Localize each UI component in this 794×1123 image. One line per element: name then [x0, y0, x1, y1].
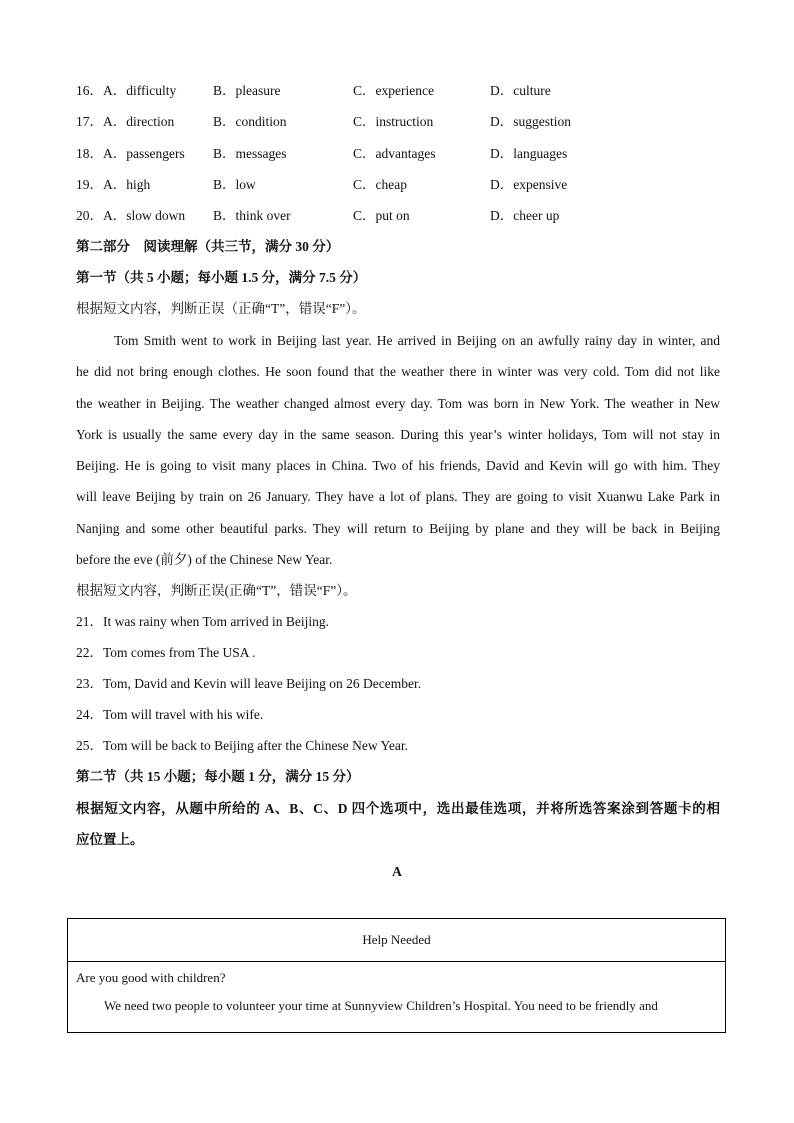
tf-item-21: 21．It was rainy when Tom arrived in Beijing.: [76, 614, 330, 629]
option-b: B．think over: [213, 208, 291, 223]
option-d: D．culture: [490, 83, 551, 98]
option-d: D．cheer up: [490, 208, 560, 223]
table-line: Are you good with children?: [76, 970, 226, 985]
passage-line: the weather in Beijing. The weather changed almost every day. Tom was born in New York. The weather in New: [76, 395, 720, 411]
instruction-true-false-2: 根据短文内容，判断正误(正确“T”，错误“F”）。: [76, 583, 357, 598]
option-c: C．cheap: [353, 177, 407, 192]
section2-title: 第二节（共 15 小题；每小题 1 分，满分 15 分）: [76, 769, 360, 784]
passage-line: Nanjing and some other beautiful parks. They will return to Beijing by plane and they will be back in Beijing: [76, 520, 720, 536]
section1-title: 第一节（共 5 小题；每小题 1.5 分，满分 7.5 分）: [76, 270, 367, 285]
option-a: 16．A．difficulty: [76, 83, 177, 98]
passage-line: Beijing. He is going to visit many places in China. Two of his friends, David and Kevin will go with him. They: [76, 458, 720, 474]
passage-line: Tom Smith went to work in Beijing last year. He arrived in Beijing on an awfully rainy day in winter, and: [114, 333, 720, 348]
instruction-multiple-choice-cont: 应位置上。: [76, 832, 144, 847]
tf-item-23: 23．Tom, David and Kevin will leave Beijing on 26 December.: [76, 676, 422, 691]
instruction-multiple-choice: 根据短文内容，从题中所给的 A、B、C、D 四个选项中，选出最佳选项，并将所选答案涂到答题卡的相: [76, 801, 720, 816]
option-d: D．expensive: [490, 177, 568, 192]
option-a: 17．A．direction: [76, 114, 175, 129]
option-c: C．instruction: [353, 114, 434, 129]
tf-item-22: 22．Tom comes from The USA .: [76, 645, 256, 660]
tf-item-25: 25．Tom will be back to Beijing after the Chinese New Year.: [76, 738, 408, 753]
table-body: [68, 962, 725, 1024]
option-a: 19．A．high: [76, 177, 151, 192]
passage-line: will leave Beijing by train on 26 January. They have a lot of plans. They are going to visit Xuanwu Lake Park in: [76, 489, 720, 505]
option-d: D．languages: [490, 146, 568, 161]
option-c: C．put on: [353, 208, 410, 223]
help-needed-table: [67, 918, 726, 1033]
option-c: C．experience: [353, 83, 434, 98]
instruction-true-false: 根据短文内容，判断正误（正确“T”，错误“F”）。: [76, 301, 366, 316]
option-c: C．advantages: [353, 146, 436, 161]
option-b: B．messages: [213, 146, 287, 161]
option-b: B．condition: [213, 114, 287, 129]
reading-passage: [76, 331, 720, 581]
option-d: D．suggestion: [490, 114, 571, 129]
passage-label: A: [392, 864, 402, 879]
table-line: We need two people to volunteer your time at Sunnyview Children’s Hospital. You need to be friendly and: [104, 998, 658, 1013]
option-a: 20．A．slow down: [76, 208, 186, 223]
option-b: B．pleasure: [213, 83, 281, 98]
passage-line: before the eve (前夕) of the Chinese New Year.: [76, 552, 333, 568]
part2-title: 第二部分 阅读理解（共三节，满分 30 分）: [76, 239, 340, 254]
passage-line: he did not bring enough clothes. He soon found that the weather there in winter was very cold. Tom did not like: [76, 364, 720, 380]
option-a: 18．A．passengers: [76, 146, 185, 161]
tf-item-24: 24．Tom will travel with his wife.: [76, 707, 264, 722]
option-b: B．low: [213, 177, 256, 192]
passage-line: York is usually the same every day in the same season. During this year’s winter holidays, Tom will not stay in: [76, 426, 720, 442]
table-header: Help Needed: [68, 919, 725, 962]
